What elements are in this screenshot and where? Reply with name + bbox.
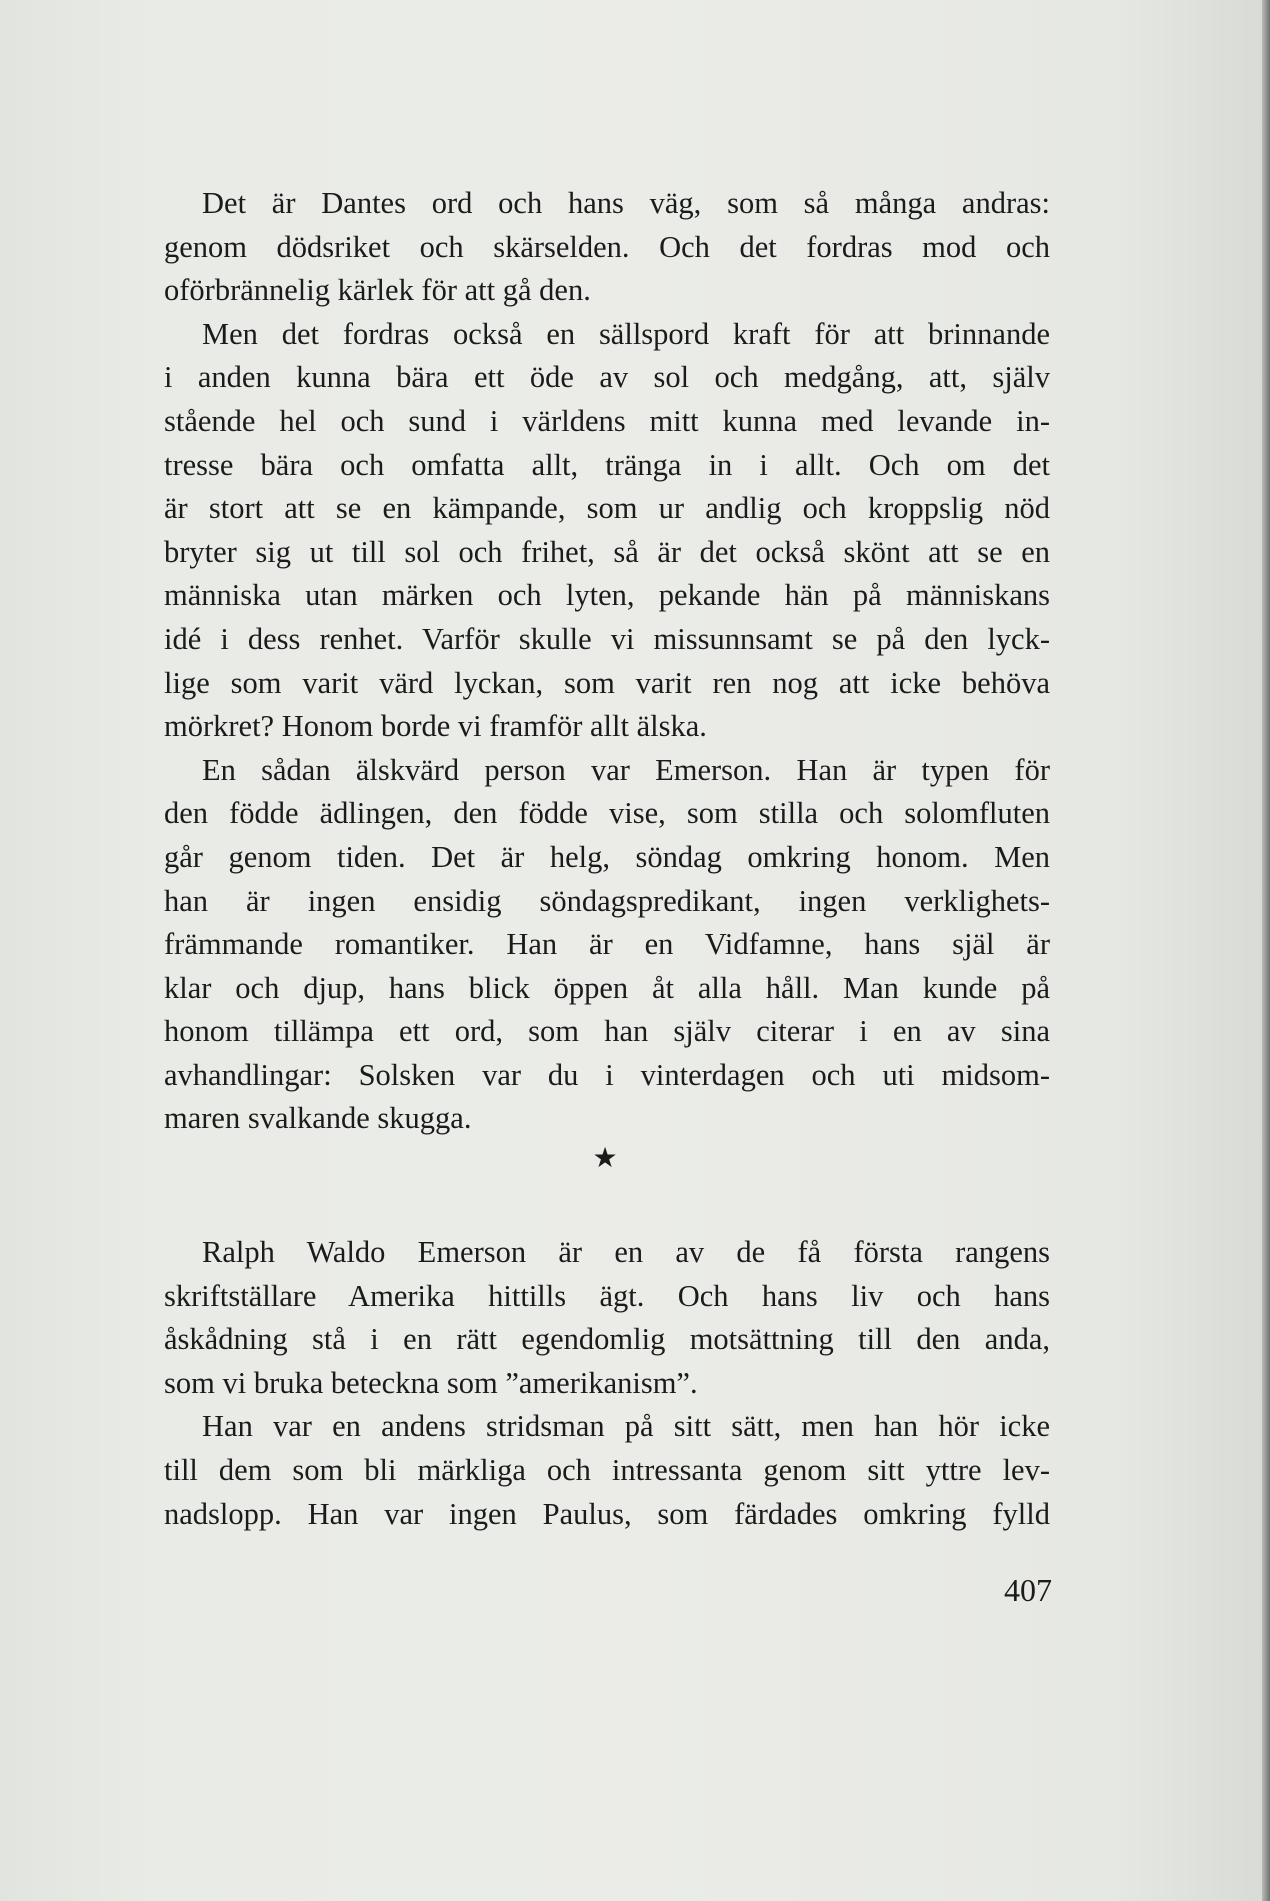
text-line: maren svalkande skugga. — [164, 1101, 472, 1136]
text-line: går genom tiden. Det är helg, söndag omkring honom. Men — [164, 839, 1050, 874]
text-line: Ralph Waldo Emerson är en av de få första rangens — [202, 1235, 1050, 1269]
text-line: till dem som bli märkliga och intressanta genom sitt yttre lev- — [164, 1452, 1050, 1487]
section-separator-star: ★ — [592, 1141, 618, 1174]
page-number: 407 — [1004, 1572, 1052, 1608]
text-line: Han var en andens stridsman på sitt sätt, men han hör icke — [202, 1409, 1050, 1444]
text-block-upper — [164, 182, 1050, 1141]
text-line: genom dödsriket och skärselden. Och det fordras mod och — [164, 229, 1050, 264]
text-line: En sådan älskvärd person var Emerson. Han är typen för — [202, 752, 1050, 787]
text-line: skriftställare Amerika hittills ägt. Och hans liv och hans — [164, 1278, 1050, 1313]
page-edge-shadow — [1262, 0, 1270, 1901]
text-line: mörkret? Honom borde vi framför allt älska. — [164, 709, 707, 744]
text-line: nadslopp. Han var ingen Paulus, som färdades omkring fylld — [164, 1496, 1050, 1531]
text-block-lower — [164, 1231, 1050, 1536]
text-line: den födde ädlingen, den födde vise, som stilla och solomfluten — [164, 796, 1050, 831]
text-line: idé i dess renhet. Varför skulle vi missunnsamt se på den lyck- — [164, 621, 1050, 656]
text-line: i anden kunna bära ett öde av sol och medgång, att, själv — [164, 360, 1050, 395]
text-line: Det är Dantes ord och hans väg, som så många andras: — [202, 186, 1050, 220]
text-line: är stort att se en kämpande, som ur andlig och kroppslig nöd — [164, 491, 1050, 526]
text-line: som vi bruka beteckna som ”amerikanism”. — [164, 1365, 698, 1400]
text-line: främmande romantiker. Han är en Vidfamne, hans själ är — [164, 927, 1050, 962]
text-line: lige som varit värd lyckan, som varit ren nog att icke behöva — [164, 665, 1050, 700]
text-line: Men det fordras också en sällspord kraft för att brinnande — [202, 316, 1050, 351]
text-line: tresse bära och omfatta allt, tränga in i allt. Och om det — [164, 447, 1050, 482]
text-line: oförbrännelig kärlek för att gå den. — [164, 273, 591, 308]
text-line: bryter sig ut till sol och frihet, så är det också skönt att se en — [164, 534, 1050, 569]
text-line: stående hel och sund i världens mitt kunna med levande in- — [164, 403, 1050, 438]
text-line: människa utan märken och lyten, pekande hän på människans — [164, 578, 1050, 613]
text-line: han är ingen ensidig söndagspredikant, ingen verklighets- — [164, 883, 1050, 918]
text-line: klar och djup, hans blick öppen åt alla håll. Man kunde på — [164, 970, 1050, 1005]
text-line: avhandlingar: Solsken var du i vinterdagen och uti midsom- — [164, 1057, 1050, 1092]
text-line: åskådning stå i en rätt egendomlig motsättning till den anda, — [164, 1322, 1050, 1357]
text-line: honom tillämpa ett ord, som han själv citerar i en av sina — [164, 1014, 1050, 1049]
